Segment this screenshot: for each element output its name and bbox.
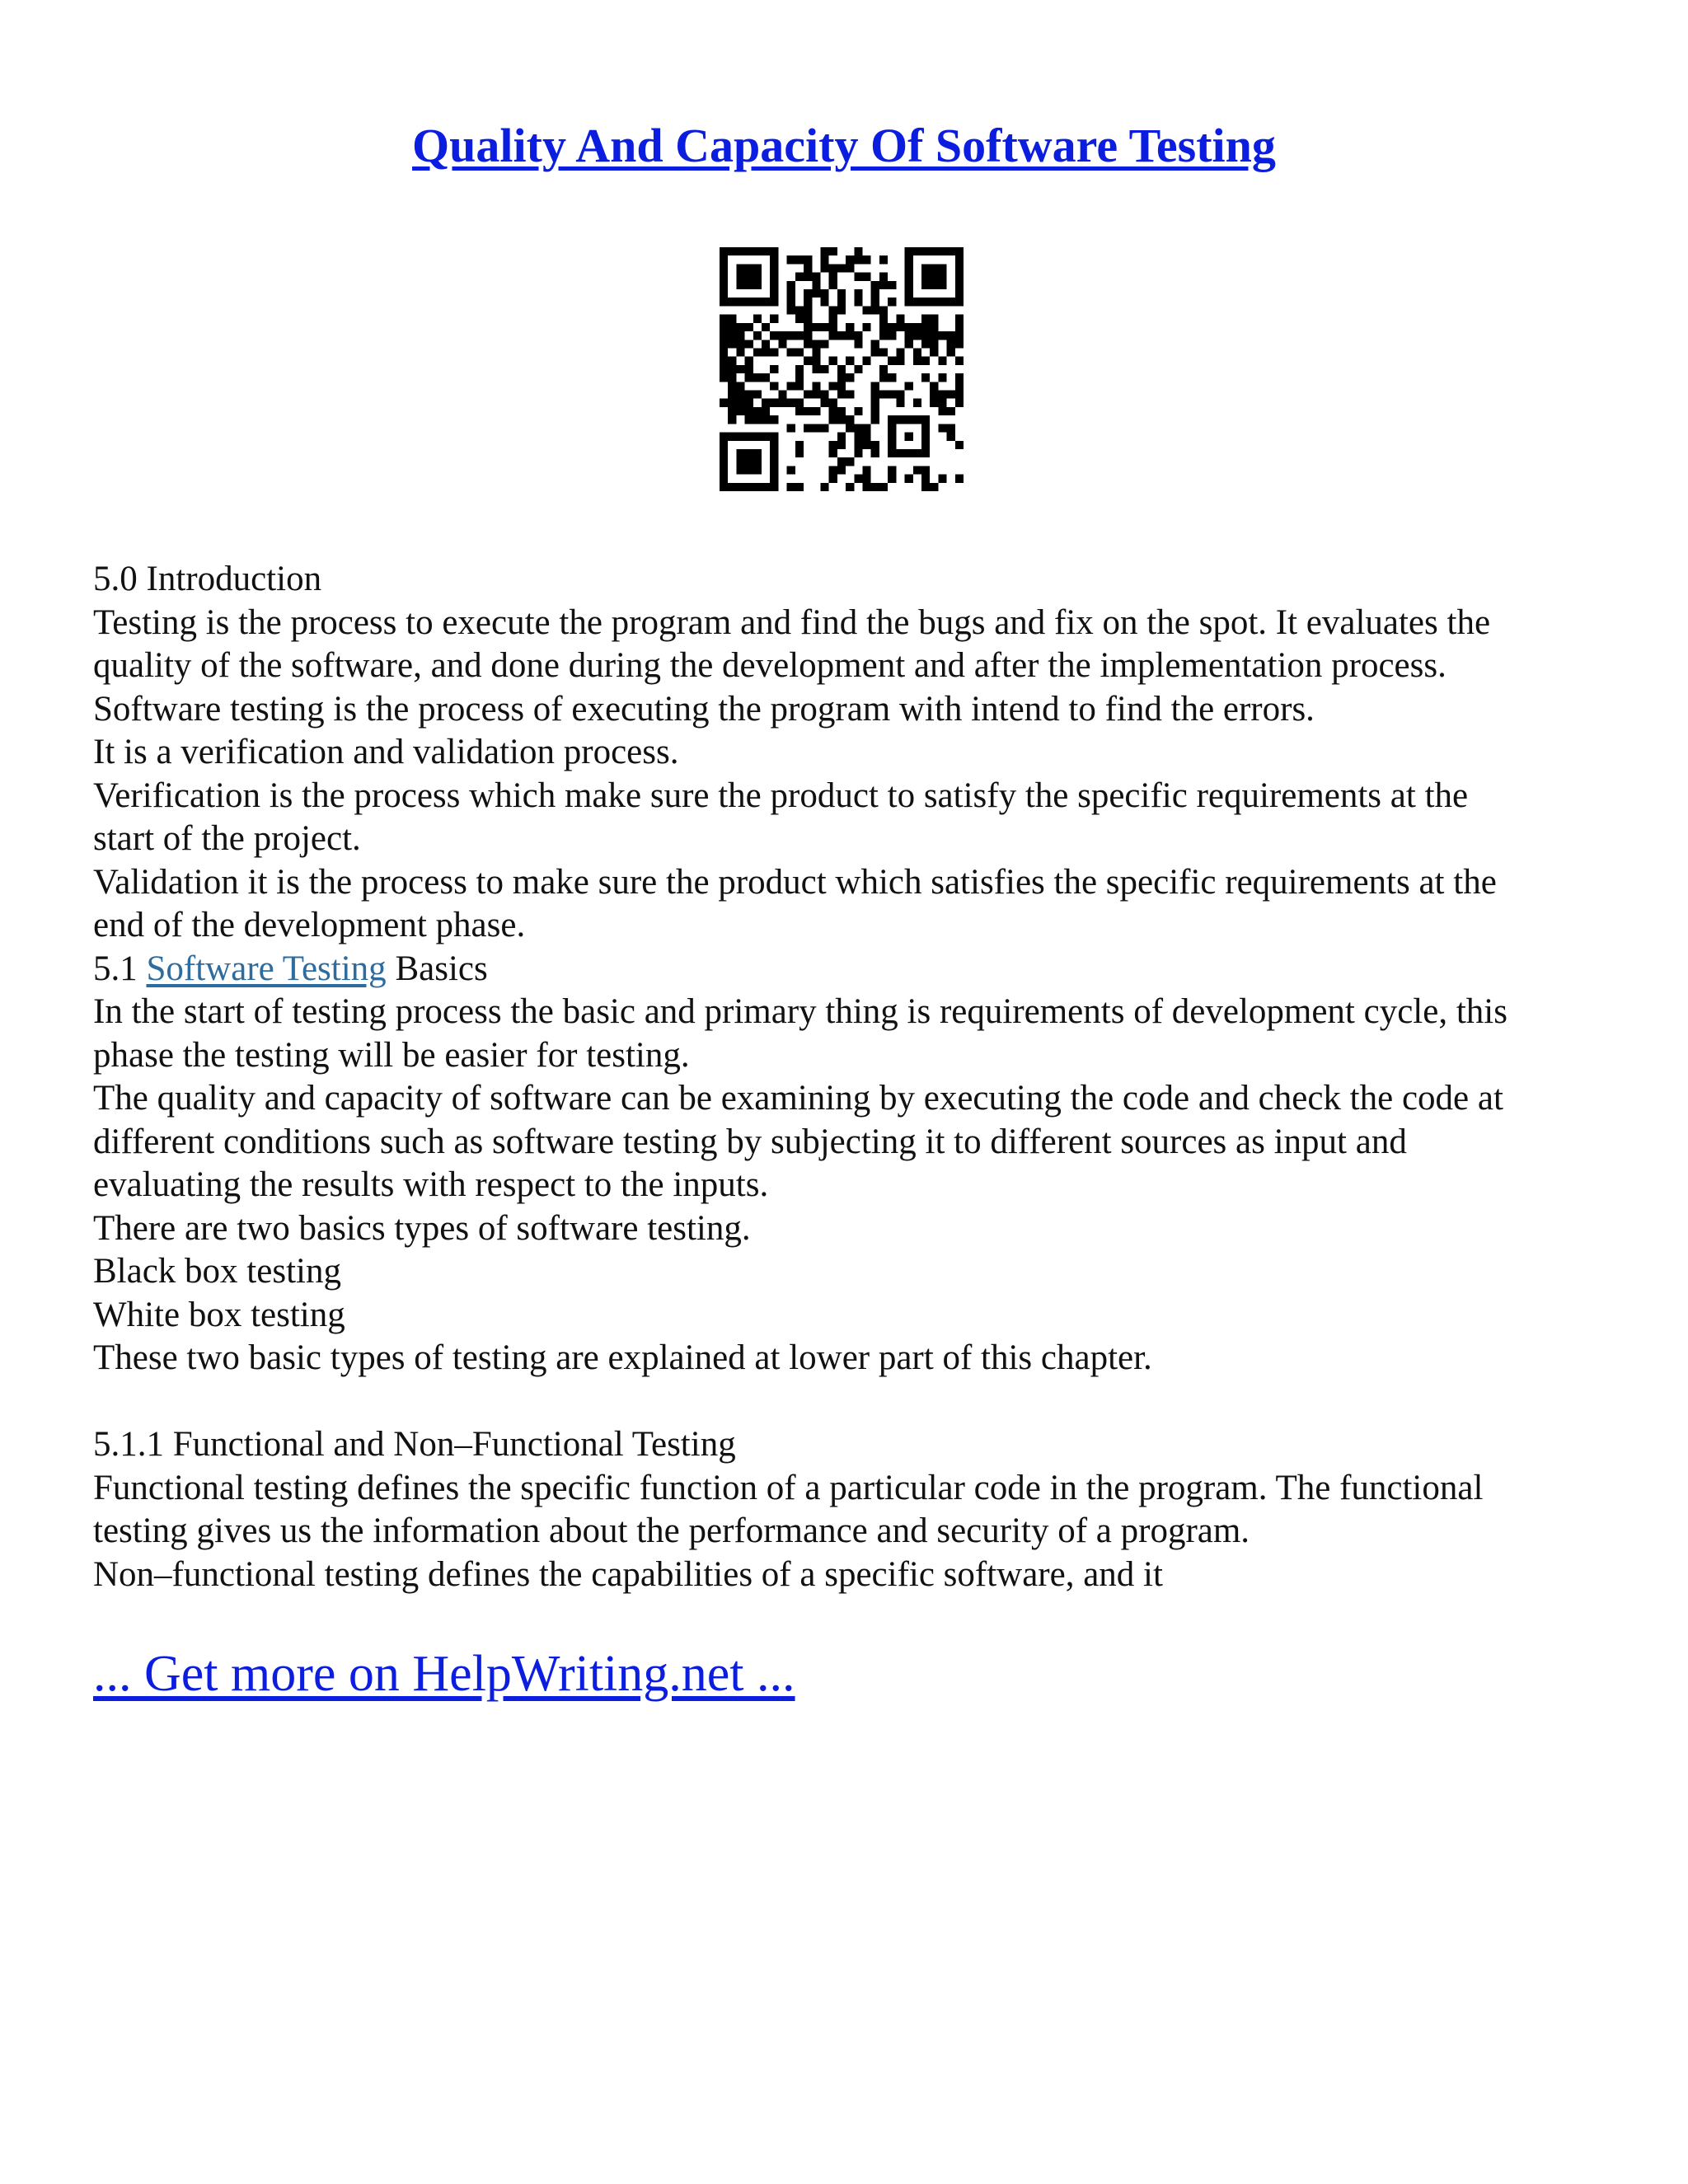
- section-heading-5-1-1: 5.1.1 Functional and Non–Functional Testing: [93, 1425, 736, 1464]
- text-line: Testing is the process to execute the program and find the bugs and fix on the spot. It evaluates the: [93, 602, 1491, 642]
- text-line: evaluating the results with respect to the inputs.: [93, 1165, 769, 1204]
- text-line: testing gives us the information about the performance and security of a program.: [93, 1511, 1250, 1550]
- text-line: 5.0 Introduction: [93, 560, 322, 598]
- text-line: start of the project.: [93, 819, 361, 858]
- text-line: In the start of testing process the basic and primary thing is requirements of development cycle, this: [93, 992, 1507, 1031]
- paragraph-gap: [93, 1380, 1601, 1424]
- text-line: The quality and capacity of software can be examining by executing the code and check the code at: [93, 1079, 1503, 1118]
- software-testing-link[interactable]: Software Testing: [146, 949, 387, 988]
- get-more-container: [93, 1643, 795, 1705]
- text-line: quality of the software, and done during the development and after the implementation process.: [93, 646, 1447, 685]
- get-more-link[interactable]: ... Get more on HelpWriting.net ...: [93, 1646, 795, 1702]
- text-line: Verification is the process which make sure the product to satisfy the specific requirements at the: [93, 776, 1469, 815]
- text-line: Non–functional testing defines the capabilities of a specific software, and it: [93, 1554, 1163, 1594]
- section-suffix: Basics: [386, 949, 488, 988]
- text-line: different conditions such as software testing by subjecting it to different sources as input and: [93, 1122, 1407, 1161]
- text-line: It is a verification and validation process.: [93, 733, 679, 771]
- text-line: These two basic types of testing are explained at lower part of this chapter.: [93, 1338, 1152, 1377]
- section-heading-5-1: [93, 948, 1601, 991]
- text-line: Software testing is the process of executing the program with intend to find the errors.: [93, 689, 1315, 729]
- text-line: There are two basics types of software testing.: [93, 1208, 751, 1248]
- title-link[interactable]: Quality And Capacity Of Software Testing: [412, 119, 1276, 172]
- page-title: [0, 115, 1688, 176]
- list-item-white-box: White box testing: [93, 1295, 345, 1334]
- text-line: Functional testing defines the specific function of a particular code in the program. The functional: [93, 1468, 1484, 1507]
- text-line: end of the development phase.: [93, 906, 526, 944]
- document-body: [93, 558, 1601, 1596]
- qr-code-icon: [720, 247, 964, 491]
- text-line: Validation it is the process to make sure the product which satisfies the specific requirements at the: [93, 862, 1497, 902]
- text-line: phase the testing will be easier for testing.: [93, 1035, 690, 1075]
- section-prefix: 5.1: [93, 949, 147, 988]
- list-item-black-box: Black box testing: [93, 1252, 341, 1291]
